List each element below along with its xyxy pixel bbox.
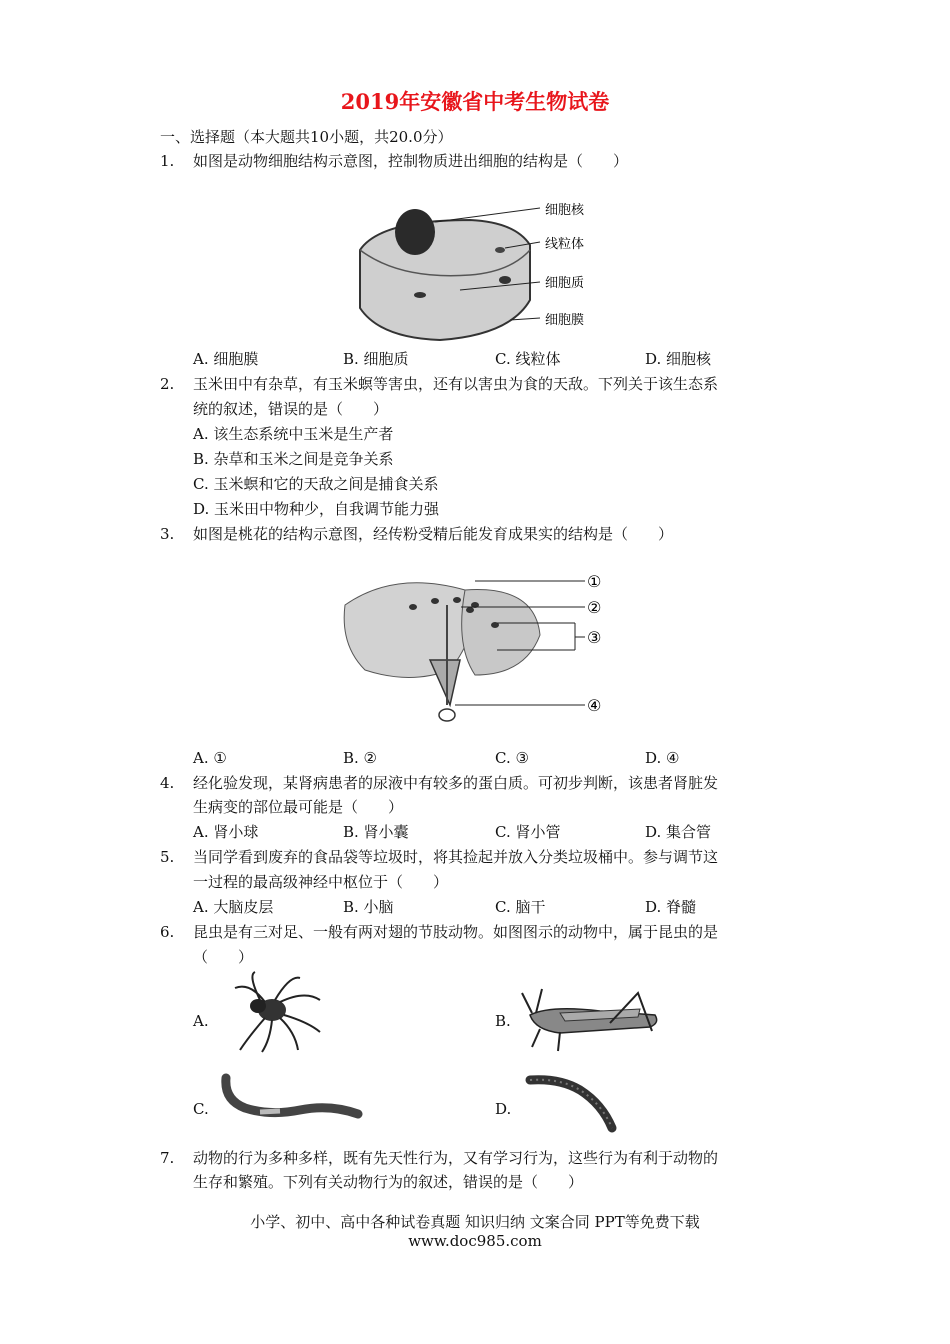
- question-text: 玉米田中有杂草，有玉米螟等害虫，还有以害虫为食的天敌。下列关于该生态系: [193, 375, 719, 393]
- section-heading: 一、选择题（本大题共10小题，共20.0分）: [160, 128, 453, 146]
- option-a: A. 该生态系统中玉米是生产者: [193, 425, 394, 443]
- question-text: 昆虫是有三对足、一般有两对翅的节肢动物。如图图示的动物中，属于昆虫的是: [193, 923, 719, 941]
- option-c: C. 脑干: [495, 898, 546, 916]
- label-1: ①: [587, 572, 602, 591]
- option-b: B. ②: [343, 749, 378, 767]
- question-text: 当同学看到废弃的食品袋等垃圾时，将其捡起并放入分类垃圾桶中。参与调节这: [193, 848, 719, 866]
- option-b: B. 杂草和玉米之间是竞争关系: [193, 450, 394, 468]
- label-4: ④: [587, 696, 602, 715]
- option-a: A. ①: [193, 749, 227, 767]
- page-title: 2019年安徽省中考生物试卷: [340, 89, 610, 114]
- grasshopper-image: [520, 985, 670, 1055]
- footer-url[interactable]: www.doc985.com: [408, 1232, 542, 1250]
- option-a: A. 肾小球: [193, 823, 259, 841]
- label-cytoplasm: 细胞质: [545, 276, 585, 291]
- question-number: 4.: [160, 774, 175, 792]
- question-text: （ ）: [193, 948, 254, 966]
- question-text: 经化验发现，某肾病患者的尿液中有较多的蛋白质。可初步判断，该患者肾脏发: [193, 774, 719, 792]
- option-d: D. 细胞核: [645, 350, 712, 368]
- question-number: 1.: [160, 152, 175, 170]
- question-text: 如图是动物细胞结构示意图，控制物质进出细胞的结构是（ ）: [193, 152, 629, 170]
- option-a: A. 细胞膜: [193, 350, 259, 368]
- question-text: 统的叙述，错误的是（ ）: [193, 400, 389, 418]
- question-number: 5.: [160, 848, 175, 866]
- animal-cell-figure: [340, 190, 630, 350]
- option-d: D. 脊髓: [645, 898, 697, 916]
- option-d: D. 玉米田中物种少，自我调节能力强: [193, 500, 440, 518]
- option-c: C. 线粒体: [495, 350, 561, 368]
- label-2: ②: [587, 598, 602, 617]
- question-text: 动物的行为多种多样，既有先天性行为，又有学习行为，这些行为有利于动物的: [193, 1149, 719, 1167]
- option-c: C. 玉米螟和它的天敌之间是捕食关系: [193, 475, 439, 493]
- question-number: 3.: [160, 525, 175, 543]
- question-number: 2.: [160, 375, 175, 393]
- question-text: 如图是桃花的结构示意图，经传粉受精后能发育成果实的结构是（ ）: [193, 525, 674, 543]
- option-a: A.: [193, 1012, 209, 1030]
- label-mitochondria: 线粒体: [545, 237, 585, 252]
- option-d: D. ④: [645, 749, 680, 767]
- option-a: A. 大脑皮层: [193, 898, 274, 916]
- label-membrane: 细胞膜: [545, 313, 585, 328]
- question-number: 6.: [160, 923, 175, 941]
- option-c: C. 肾小管: [495, 823, 561, 841]
- option-c: C.: [193, 1100, 209, 1118]
- label-3: ③: [587, 628, 602, 647]
- centipede-image: [520, 1070, 620, 1135]
- footer-text: 小学、初中、高中各种试卷真题 知识归纳 文案合同 PPT等免费下载: [250, 1213, 700, 1231]
- option-b: B.: [495, 1012, 511, 1030]
- earthworm-image: [220, 1070, 365, 1130]
- option-b: B. 肾小囊: [343, 823, 409, 841]
- option-b: B. 细胞质: [343, 350, 409, 368]
- label-nucleus: 细胞核: [545, 203, 585, 218]
- option-d: D. 集合管: [645, 823, 712, 841]
- option-d: D.: [495, 1100, 512, 1118]
- spider-image: [220, 970, 330, 1055]
- question-text: 生存和繁殖。下列有关动物行为的叙述，错误的是（ ）: [193, 1173, 584, 1191]
- option-b: B. 小脑: [343, 898, 394, 916]
- question-text: 一过程的最高级神经中枢位于（ ）: [193, 873, 449, 891]
- question-text: 生病变的部位最可能是（ ）: [193, 798, 404, 816]
- option-c: C. ③: [495, 749, 529, 767]
- peach-flower-figure: [335, 565, 615, 730]
- question-number: 7.: [160, 1149, 175, 1167]
